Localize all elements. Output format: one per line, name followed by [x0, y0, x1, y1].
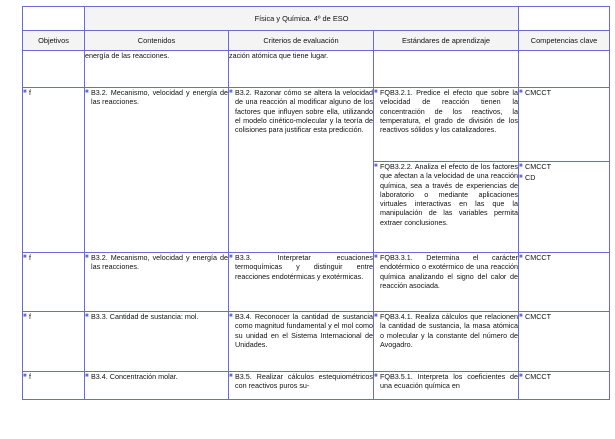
estandar-text: FQB3.3.1. Determina el carácter endotérmico o exotérmico de una reacción química analizando el signo del calor de reacción asociada. [380, 253, 519, 290]
contenido-cell [85, 372, 229, 400]
table-row [23, 312, 610, 372]
continuation-criterio: zación atómica que tiene lugar. [229, 51, 374, 88]
estandar-text: FQB3.2.1. Predice el efecto que sobre la velocidad de reacción tienen la concentración de los reactivos, la temperatura, el grado de división de los reactivos sólidos y los catalizadores. [380, 88, 519, 135]
title-blank-cell-right [519, 7, 610, 31]
bullet-icon: ■ [374, 89, 378, 95]
bullet-icon: ■ [519, 313, 523, 319]
header-row [23, 31, 610, 51]
bullet-icon: ■ [85, 254, 89, 260]
table-row [23, 253, 610, 312]
contenido-text: B3.2. Mecanismo, velocidad y energía de las reacciones. [91, 88, 228, 107]
contenido-text: B3.3. Cantidad de sustancia: mol. [91, 312, 199, 321]
competencia-text: CMCCT [525, 162, 551, 171]
estandar-cell [374, 372, 519, 400]
title-blank-cell [23, 7, 85, 31]
estandar-cell [374, 312, 519, 372]
criterio-cell [229, 88, 374, 253]
competencias-cell [519, 372, 610, 400]
continuation-estandar-cell [374, 51, 519, 88]
estandar-cell [374, 162, 519, 253]
objetivo-text: f [29, 372, 31, 381]
bullet-icon: ■ [519, 373, 523, 379]
criterio-cell [229, 372, 374, 400]
header-competencias: Competencias clave [519, 31, 610, 51]
table-row [23, 88, 610, 162]
estandar-text: FQB3.4.1. Realiza cálculos que relacionen la cantidad de sustancia, la masa atómica o molecular y la constante del número de Avogadro. [380, 312, 519, 349]
bullet-icon: ■ [374, 254, 378, 260]
criterio-text: B3.3. Interpretar ecuaciones termoquímicas y distinguir entre reacciones endotérmicas y exotérmicas. [235, 253, 373, 281]
header-objetivos: Objetivos [23, 31, 85, 51]
bullet-icon: ■ [229, 373, 233, 379]
bullet-icon: ■ [519, 89, 523, 95]
objetivo-cell [23, 312, 85, 372]
curriculum-table [22, 6, 610, 400]
header-estandares: Estándares de aprendizaje [374, 31, 519, 51]
competencias-cell [519, 253, 610, 312]
criterio-text: B3.2. Razonar cómo se altera la velocidad de una reacción al modificar alguno de los factores que influyen sobre ella, utilizando el modelo cinético-molecular y la teoría de colisiones para justificar esta predicción. [235, 88, 373, 135]
objetivo-text: f [29, 88, 31, 97]
bullet-icon: ■ [23, 373, 27, 379]
competencia-text: CMCCT [525, 88, 551, 97]
objetivo-text: f [29, 253, 31, 262]
continuation-contenido: energía de las reacciones. [85, 51, 229, 88]
competencias-cell [519, 88, 610, 162]
criterio-cell [229, 253, 374, 312]
objetivo-cell [23, 372, 85, 400]
bullet-icon: ■ [85, 313, 89, 319]
contenido-cell [85, 88, 229, 253]
competencias-cell [519, 162, 610, 253]
bullet-icon: ■ [229, 313, 233, 319]
table-row [23, 372, 610, 400]
table-title: Física y Química. 4º de ESO [85, 7, 519, 31]
estandar-text: FQB3.5.1. Interpreta los coeficientes de una ecuación química en [380, 372, 519, 391]
criterio-text: B3.4. Reconocer la cantidad de sustancia como magnitud fundamental y el mol como su unidad en el Sistema Internacional de Unidades. [235, 312, 373, 349]
contenido-text: B3.4. Concentración molar. [91, 372, 178, 381]
objetivo-cell [23, 88, 85, 253]
bullet-icon: ■ [374, 313, 378, 319]
estandar-cell [374, 88, 519, 162]
estandar-text: FQB3.2.2. Analiza el efecto de los factores que afectan a la velocidad de una reacción química, sea a través de experiencias de laboratorio o mediante aplicaciones virtuales interactivas en las que la manipulación de las variables permita extraer conclusiones. [380, 162, 519, 227]
bullet-icon: ■ [23, 254, 27, 260]
continuation-competencias-cell [519, 51, 610, 88]
bullet-icon: ■ [519, 174, 523, 181]
bullet-icon: ■ [229, 254, 233, 260]
competencias-cell [519, 312, 610, 372]
bullet-icon: ■ [23, 89, 27, 95]
continuation-objetivo-cell [23, 51, 85, 88]
competencia-text: CMCCT [525, 312, 551, 321]
contenido-cell [85, 253, 229, 312]
bullet-icon: ■ [519, 254, 523, 260]
continuation-row [23, 51, 610, 88]
header-contenidos: Contenidos [85, 31, 229, 51]
criterio-cell [229, 312, 374, 372]
bullet-icon: ■ [85, 373, 89, 379]
bullet-icon: ■ [374, 163, 378, 169]
contenido-text: B3.2. Mecanismo, velocidad y energía de las reacciones. [91, 253, 228, 272]
header-criterios: Criterios de evaluación [229, 31, 374, 51]
bullet-icon: ■ [85, 89, 89, 95]
title-row [23, 7, 610, 31]
estandar-cell [374, 253, 519, 312]
objetivo-cell [23, 253, 85, 312]
competencia-text: CMCCT [525, 372, 551, 381]
competencia-text: CMCCT [525, 253, 551, 262]
bullet-icon: ■ [374, 373, 378, 379]
bullet-icon: ■ [229, 89, 233, 95]
objetivo-text: f [29, 312, 31, 321]
bullet-icon: ■ [23, 313, 27, 319]
criterio-text: B3.5. Realizar cálculos estequiométricos con reactivos puros su- [235, 372, 373, 391]
contenido-cell [85, 312, 229, 372]
bullet-icon: ■ [519, 163, 523, 169]
competencia-text: CD [525, 173, 536, 183]
